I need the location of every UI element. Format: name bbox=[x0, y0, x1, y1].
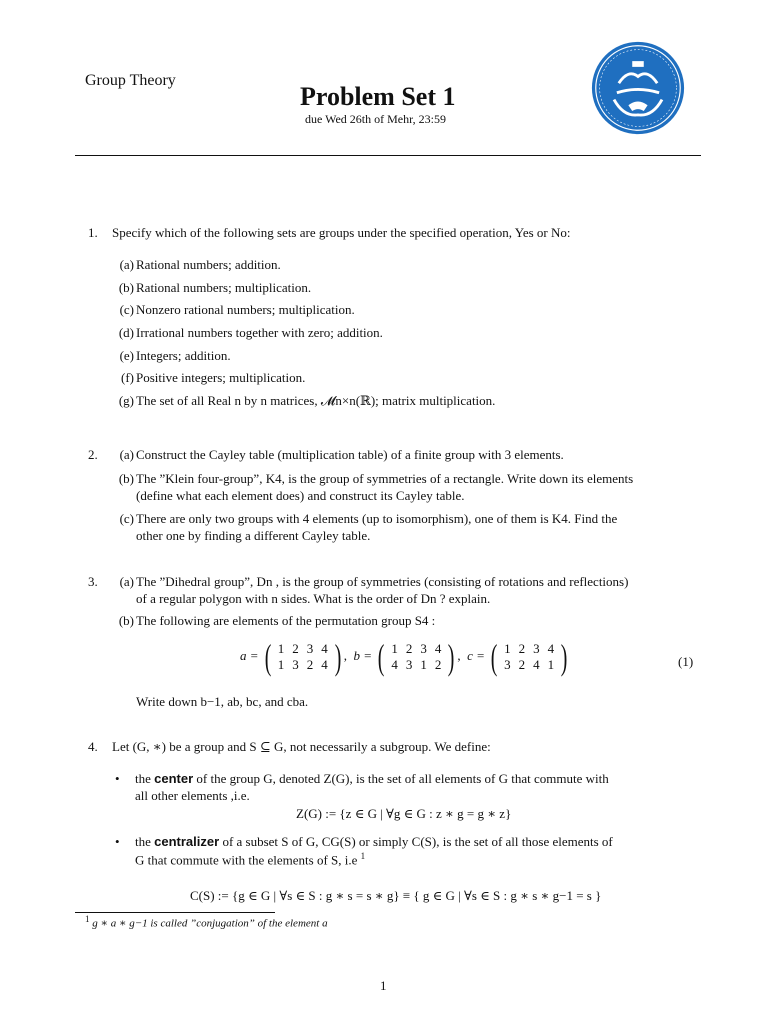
problem-number: 4. bbox=[88, 739, 98, 754]
problem-number: 1. bbox=[88, 225, 98, 240]
matrix-cell: 4 bbox=[321, 657, 328, 672]
problem-3-item-b bbox=[118, 613, 436, 629]
item-text: The following are elements of the permutation group S4 : bbox=[136, 613, 436, 628]
centralizer-definition bbox=[135, 834, 613, 850]
problem-3-item-a-line2: of a regular polygon with n sides. What is the order of Dn ? explain. bbox=[136, 591, 491, 606]
matrix-c-name: c = bbox=[467, 647, 485, 663]
matrix-cell: 2 bbox=[518, 641, 526, 656]
matrix-cell: 4 bbox=[434, 641, 442, 656]
matrix-cell: 2 bbox=[518, 657, 526, 672]
problem-1-item-g bbox=[118, 393, 496, 409]
problem-2-item-c bbox=[119, 511, 618, 527]
item-label: (a) bbox=[119, 574, 134, 589]
bullet-icon: • bbox=[115, 834, 120, 849]
matrix-cell: 2 bbox=[292, 641, 299, 656]
footnote-rule bbox=[75, 912, 275, 913]
problem-2-item-a bbox=[119, 447, 564, 463]
prefix: the bbox=[135, 834, 151, 849]
permutation-matrices bbox=[240, 637, 570, 677]
matrix-cell: 2 bbox=[405, 641, 413, 656]
page-title: Problem Set 1 bbox=[300, 82, 456, 111]
matrix-cell: 1 bbox=[420, 657, 427, 672]
due-date: due Wed 26th of Mehr, 23:59 bbox=[305, 112, 446, 126]
matrix-a bbox=[274, 641, 332, 673]
problem-3-number: 3. bbox=[88, 574, 98, 589]
matrix-cell: 3 bbox=[533, 641, 540, 656]
item-label: (g) bbox=[118, 393, 134, 408]
matrix-cell: 3 bbox=[292, 657, 299, 672]
matrix-cell: 3 bbox=[504, 657, 511, 672]
matrix-b-name: b = bbox=[353, 647, 373, 663]
center-definition-line2: all other elements ,i.e. bbox=[135, 788, 250, 803]
matrix-cell: 4 bbox=[391, 657, 398, 672]
item-text: Irrational numbers together with zero; addition. bbox=[136, 325, 383, 340]
page-number: 1 bbox=[380, 978, 387, 993]
separator: , bbox=[343, 647, 348, 663]
equation-number: (1) bbox=[678, 654, 694, 669]
matrix-cell: 4 bbox=[321, 641, 328, 656]
item-text: The ”Klein four-group”, K4, is the group of symmetries of a rectangle. Write down its elements bbox=[136, 471, 634, 486]
header-rule bbox=[75, 155, 701, 156]
item-text: Construct the Cayley table (multiplication table) of a finite group with 3 elements. bbox=[136, 447, 564, 462]
matrix-cell: 1 bbox=[504, 641, 511, 656]
matrix-cell: 2 bbox=[434, 657, 442, 672]
matrix-cell: 1 bbox=[391, 641, 398, 656]
matrix-cell: 3 bbox=[405, 657, 413, 672]
right-paren: ) bbox=[334, 637, 342, 677]
term-center: center bbox=[154, 771, 194, 786]
problem-2-item-c-line2: other one by finding a different Cayley table. bbox=[136, 528, 371, 543]
item-label: (b) bbox=[118, 613, 134, 628]
item-label: (d) bbox=[118, 325, 134, 340]
definition-text: G that commute with the elements of S, i.e bbox=[135, 852, 358, 868]
item-text: The set of all Real n by n matrices, 𝓜n×n(ℝ); matrix multiplication. bbox=[136, 393, 496, 408]
problem-1-item-c bbox=[119, 302, 355, 318]
problem-2-number: 2. bbox=[88, 447, 98, 462]
university-logo bbox=[590, 40, 686, 136]
center-definition bbox=[135, 771, 609, 787]
item-label: (b) bbox=[118, 471, 134, 486]
left-paren: ( bbox=[378, 637, 385, 677]
problem-2-item-b-line2: (define what each element does) and construct its Cayley table. bbox=[136, 488, 465, 503]
matrix-a-name: a = bbox=[240, 647, 259, 663]
footnote-text: g ∗ a ∗ g−1 is called ”conjugation” of the element a bbox=[92, 917, 328, 930]
problem-4-intro bbox=[88, 739, 491, 755]
problem-3-writedown: Write down b−1, ab, bc, and cba. bbox=[136, 694, 309, 709]
item-text: Positive integers; multiplication. bbox=[136, 370, 306, 385]
centralizer-formula: C(S) := {g ∈ G | ∀s ∈ S : g ∗ s = s ∗ g} ≡ { g ∈ G | ∀s ∈ S : g ∗ s ∗ g−1 = s } bbox=[190, 888, 602, 903]
item-text: Nonzero rational numbers; multiplication. bbox=[136, 302, 355, 317]
item-label: (b) bbox=[118, 280, 134, 295]
footnote-mark: 1 bbox=[85, 914, 90, 924]
matrix-cell: 1 bbox=[547, 657, 555, 672]
matrix-cell: 3 bbox=[306, 641, 314, 656]
right-paren: ) bbox=[560, 637, 568, 677]
matrix-cell: 1 bbox=[277, 641, 285, 656]
centralizer-definition-line2 bbox=[135, 851, 365, 868]
matrix-cell: 1 bbox=[277, 657, 285, 672]
right-paren: ) bbox=[448, 637, 455, 677]
course-name: Group Theory bbox=[85, 72, 176, 89]
term-centralizer: centralizer bbox=[154, 834, 220, 849]
problem-1-item-d bbox=[118, 325, 383, 341]
matrix-cell: 3 bbox=[420, 641, 427, 656]
problem-text: Let (G, ∗) be a group and S ⊆ G, not necessarily a subgroup. We define: bbox=[112, 739, 491, 754]
problem-1-item-e bbox=[119, 348, 231, 364]
left-paren: ( bbox=[490, 637, 498, 677]
footnote bbox=[85, 914, 328, 930]
problem-1-item-b bbox=[118, 280, 312, 296]
item-text: Rational numbers; addition. bbox=[136, 257, 281, 272]
matrix-cell: 2 bbox=[306, 657, 314, 672]
problem-3-item-a bbox=[119, 574, 629, 590]
problem-1-item-a bbox=[119, 257, 281, 273]
item-label: (a) bbox=[119, 447, 134, 462]
matrix-b bbox=[387, 641, 445, 673]
matrix-cell: 4 bbox=[533, 657, 540, 672]
matrix-c bbox=[500, 641, 558, 673]
item-label: (c) bbox=[119, 511, 134, 526]
item-label: (f) bbox=[121, 370, 134, 385]
bullet-icon: • bbox=[115, 771, 120, 786]
prefix: the bbox=[135, 771, 151, 786]
center-formula: Z(G) := {z ∈ G | ∀g ∈ G : z ∗ g = g ∗ z} bbox=[296, 806, 512, 821]
left-paren: ( bbox=[264, 637, 272, 677]
item-text: The ”Dihedral group”, Dn , is the group of symmetries (consisting of rotations and reflections) bbox=[136, 574, 629, 589]
problem-1-item-f bbox=[121, 370, 306, 386]
separator: , bbox=[457, 647, 461, 663]
item-label: (c) bbox=[119, 302, 134, 317]
item-label: (e) bbox=[119, 348, 134, 363]
definition-text: of a subset S of G, CG(S) or simply C(S), is the set of all those elements of bbox=[222, 834, 613, 849]
item-text: Rational numbers; multiplication. bbox=[136, 280, 312, 295]
item-text: There are only two groups with 4 elements (up to isomorphism), one of them is K4. Find the bbox=[136, 511, 618, 526]
definition-text: of the group G, denoted Z(G), is the set of all elements of G that commute with bbox=[196, 771, 609, 786]
item-text: Integers; addition. bbox=[136, 348, 231, 363]
problem-2-item-b bbox=[118, 471, 634, 487]
problem-1-intro bbox=[88, 225, 571, 241]
item-label: (a) bbox=[119, 257, 134, 272]
footnote-mark: 1 bbox=[360, 851, 366, 861]
problem-text: Specify which of the following sets are groups under the specified operation, Yes or No: bbox=[112, 225, 571, 240]
matrix-cell: 4 bbox=[547, 641, 555, 656]
